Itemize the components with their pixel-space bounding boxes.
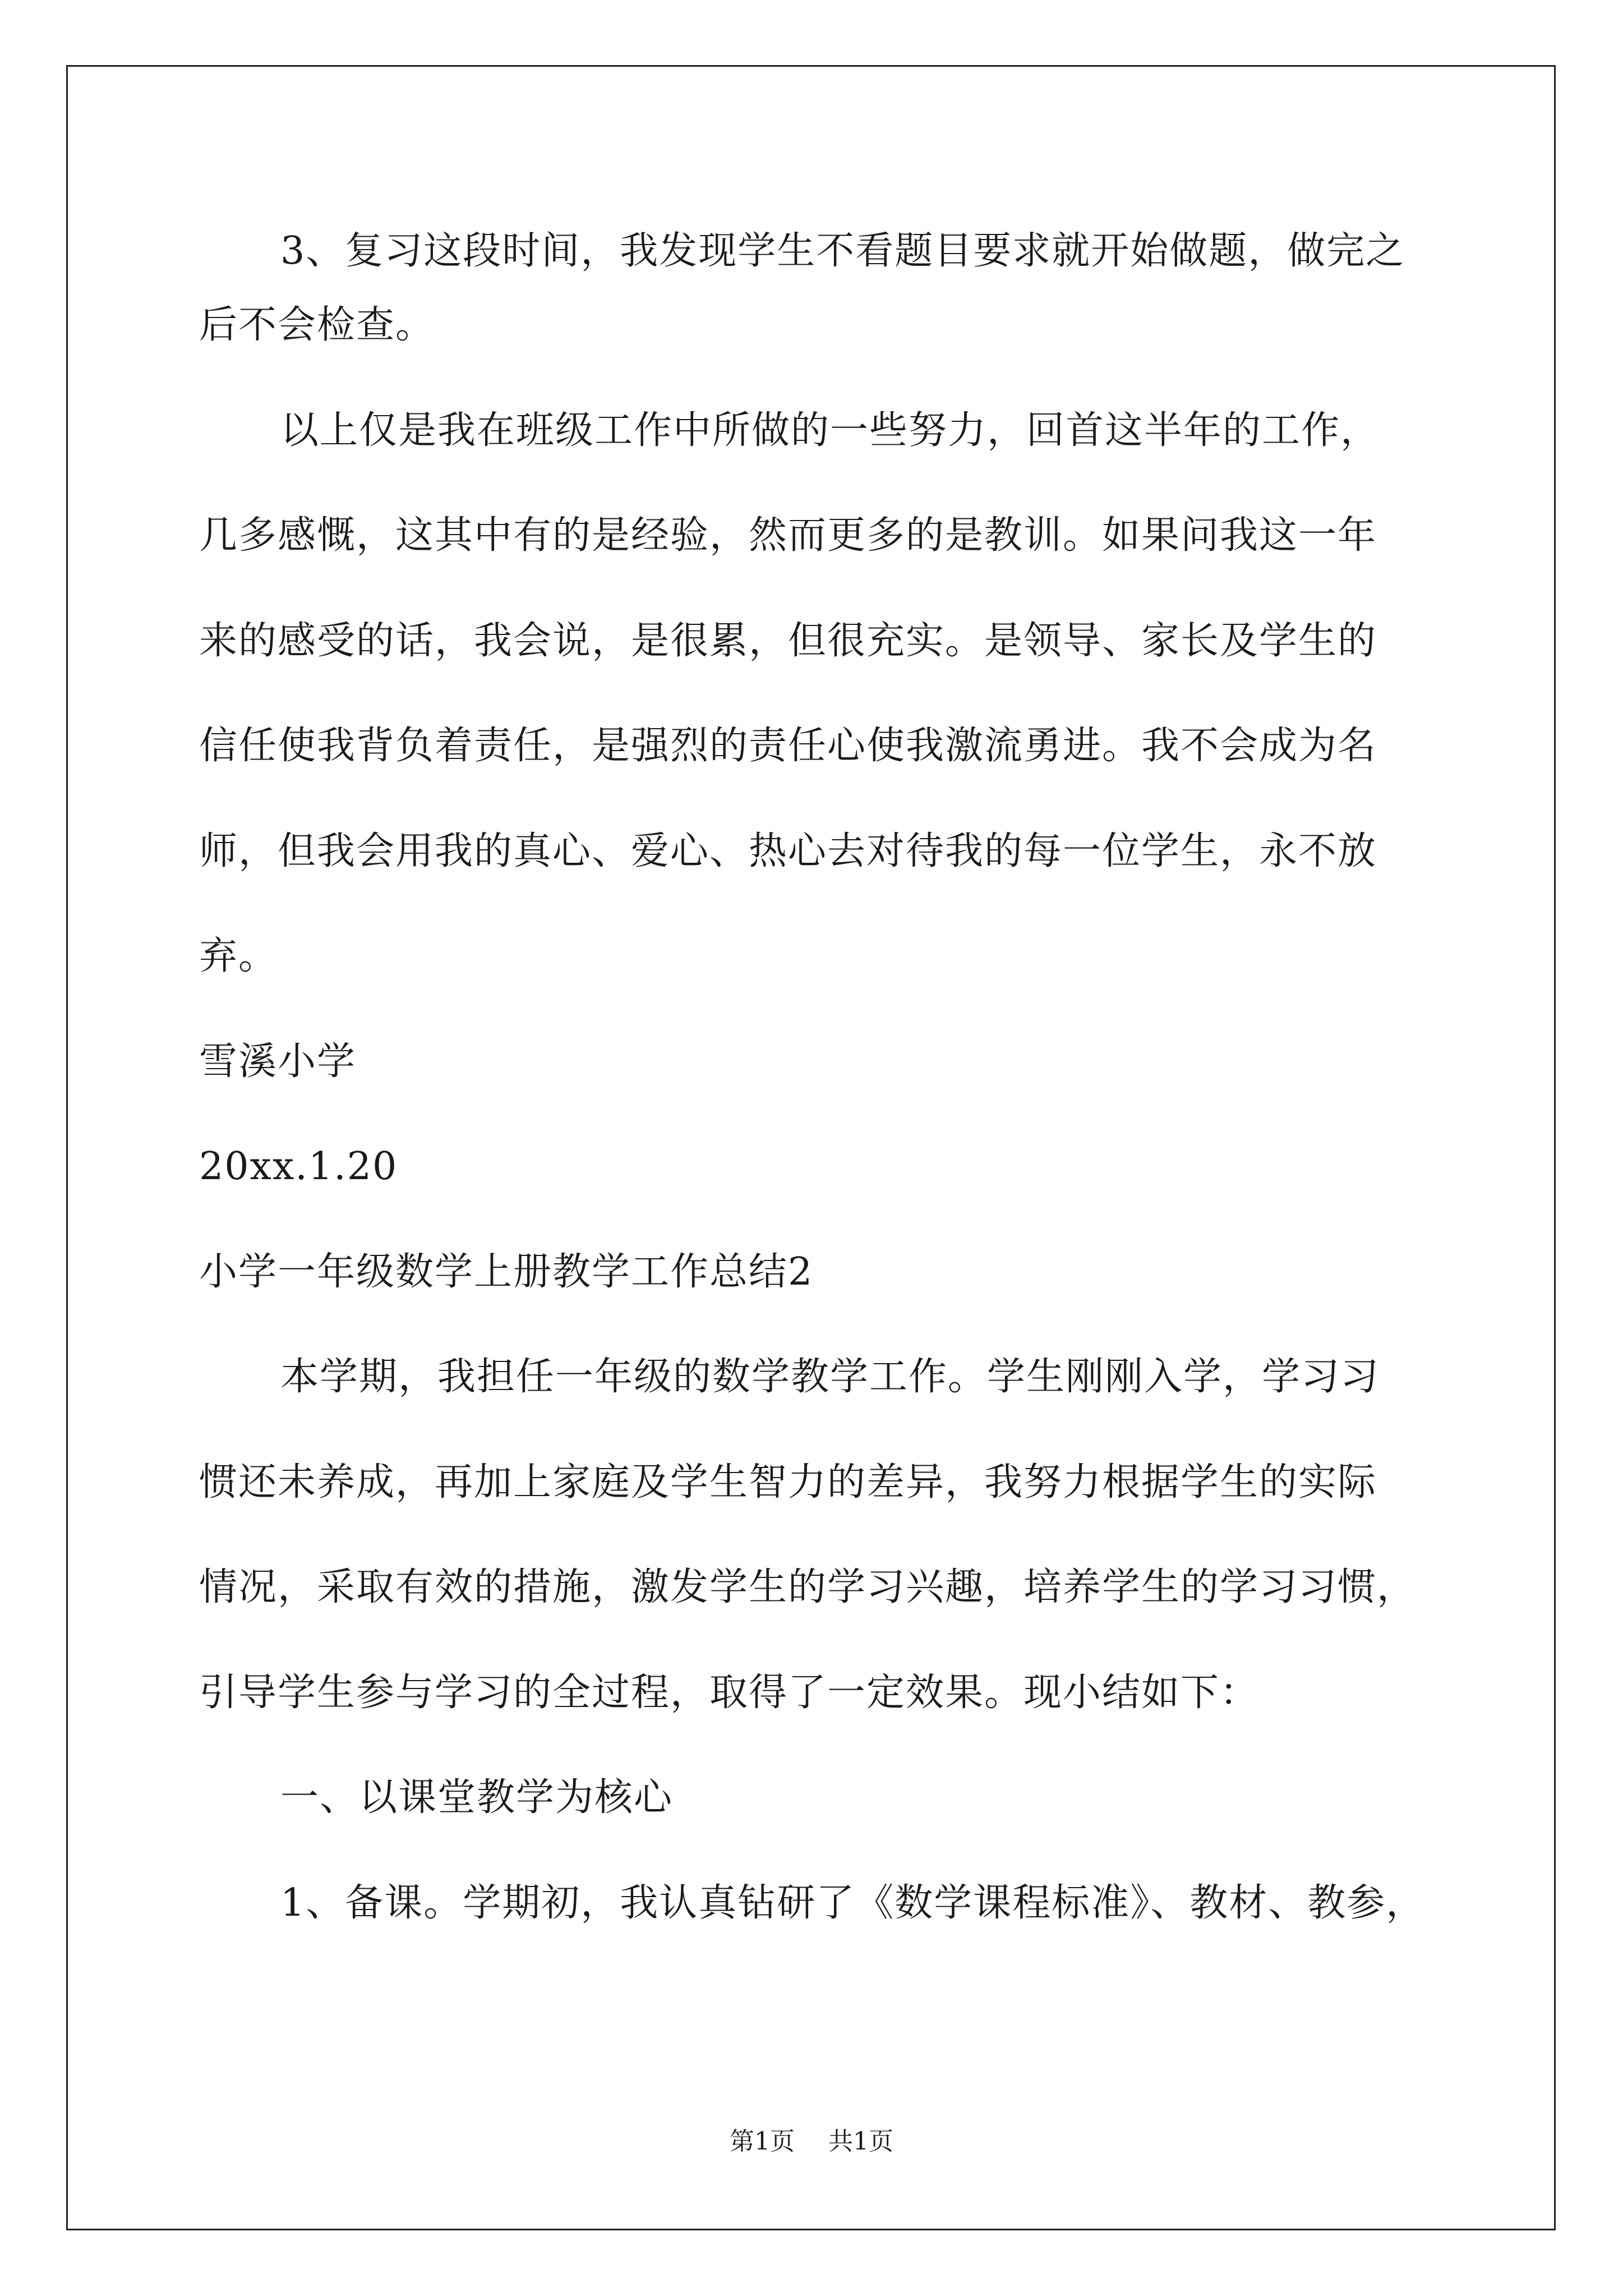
paragraph-line: 3、复习这段时间，我发现学生不看题目要求就开始做题，做完之: [280, 229, 1405, 273]
paragraph-line: 1、备课。学期初，我认真钻研了《数学课程标准》、教材、教参，: [280, 1881, 1426, 1925]
paragraph-line: 以上仅是我在班级工作中所做的一些努力，回首这半年的工作，: [280, 408, 1380, 453]
page-footer: [0, 2126, 1623, 2157]
paragraph-line: 惯还未养成，再加上家庭及学生智力的差异，我努力根据学生的实际: [199, 1460, 1377, 1504]
subsection-heading: 一、以课堂教学为核心: [280, 1775, 674, 1820]
paragraph-line: 几多感慨，这其中有的是经验，然而更多的是教训。如果问我这一年: [199, 513, 1377, 558]
paragraph-line: 后不会检查。: [199, 303, 435, 347]
page-number: 第1页: [730, 2127, 795, 2156]
paragraph-line: 本学期，我担任一年级的数学教学工作。学生刚刚入学，学习习: [280, 1355, 1380, 1399]
paragraph-line: 情况，采取有效的措施，激发学生的学习兴趣，培养学生的学习习惯，: [199, 1565, 1417, 1609]
paragraph-line: 师，但我会用我的真心、爱心、热心去对待我的每一位学生，永不放: [199, 829, 1377, 873]
paragraph-line: 弃。: [199, 934, 278, 978]
paragraph-line: 来的感受的话，我会说，是很累，但很充实。是领导、家长及学生的: [199, 619, 1377, 663]
paragraph-line: 信任使我背负着责任，是强烈的责任心使我激流勇进。我不会成为名: [199, 724, 1377, 768]
section-title: 小学一年级数学上册教学工作总结2: [199, 1250, 814, 1294]
page-total: 共1页: [828, 2127, 893, 2156]
signature-date: 20xx.1.20: [199, 1144, 398, 1189]
signature-school: 雪溪小学: [199, 1039, 357, 1084]
paragraph-line: 引导学生参与学习的全过程，取得了一定效果。现小结如下：: [199, 1671, 1260, 1715]
